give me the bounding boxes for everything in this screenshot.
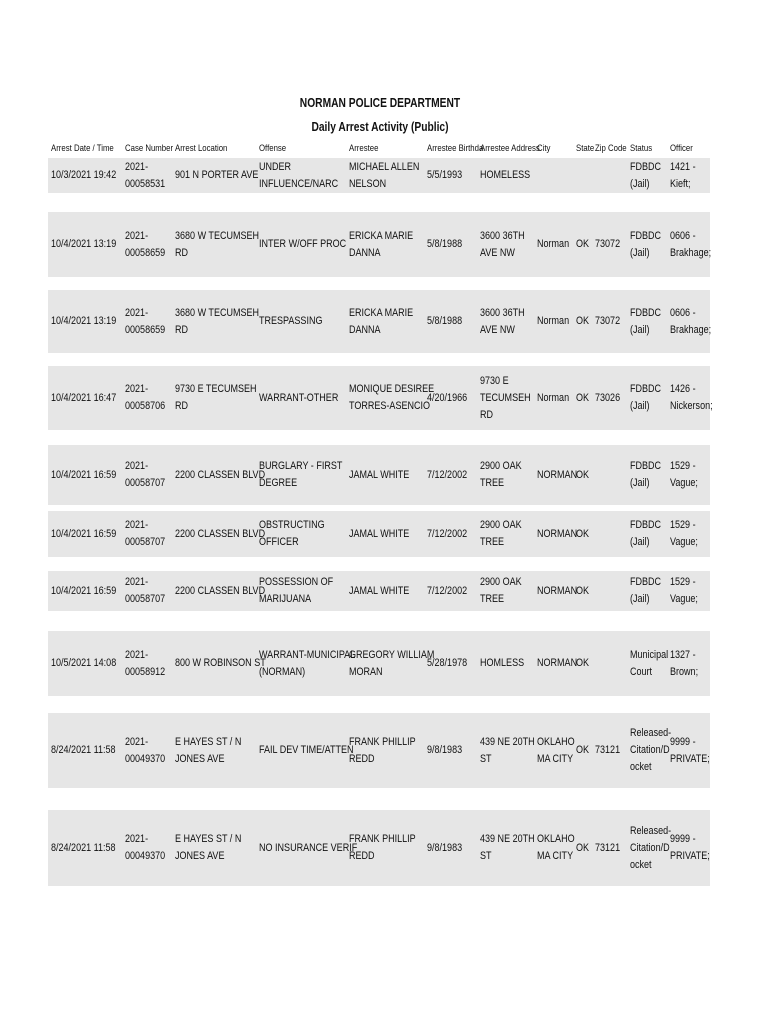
cell-arrestee-birthdate: 5/8/1988 [427, 315, 463, 327]
cell-offense: NO INSURANCE VERIF [259, 841, 358, 854]
cell-officer: 1327 - Brown; [670, 648, 699, 678]
cell-arrest-location: 2200 CLASSEN BLVD [175, 527, 266, 540]
cell-arrestee-address: 2900 OAK TREE [480, 460, 522, 489]
header-arrestee-birthdate: Arrestee Birthda [427, 143, 484, 154]
cell-zip-code: 73072 [595, 315, 621, 327]
cell-city: NORMAN [537, 527, 578, 540]
cell-state: OK [576, 744, 590, 756]
cell-state: OK [576, 391, 590, 404]
cell-arrestee: ERICKA MARIE DANNA [349, 229, 414, 259]
header-zip-code: Zip Code [595, 143, 627, 154]
cell-arrestee-address: HOMELESS [480, 169, 531, 181]
cell-officer: 0606 - Brakhage; [670, 306, 712, 336]
header-arrestee-address: Arrestee Address [480, 143, 540, 154]
cell-offense: OBSTRUCTING OFFICER [259, 519, 325, 548]
cell-arrestee-birthdate: 7/12/2002 [427, 527, 468, 540]
cell-city: OKLAHO MA CITY [537, 833, 575, 862]
cell-arrestee-birthdate: 9/8/1983 [427, 841, 463, 854]
cell-status: FDBDC (Jail) [630, 460, 662, 489]
cell-case-number: 2021- 00058659 [125, 229, 166, 259]
cell-arrestee-birthdate: 7/12/2002 [427, 584, 468, 597]
cell-status: FDBDC (Jail) [630, 306, 662, 336]
cell-offense: BURGLARY - FIRST DEGREE [259, 460, 343, 489]
cell-arrest-location: 800 W ROBINSON ST [175, 657, 266, 669]
cell-status: FDBDC (Jail) [630, 519, 662, 548]
cell-arrestee: FRANK PHILLIP REDD [349, 735, 416, 765]
cell-offense: POSSESSION OF MARIJUANA [259, 576, 334, 605]
cell-arrest-location: E HAYES ST / N JONES AVE [175, 833, 242, 862]
cell-arrest-location: 901 N PORTER AVE [175, 169, 259, 181]
cell-arrest-date: 10/4/2021 13:19 [51, 238, 117, 250]
cell-arrestee: MICHAEL ALLEN NELSON [349, 160, 420, 190]
cell-officer: 1529 - Vague; [670, 519, 698, 548]
header-city: City [537, 143, 551, 154]
cell-arrestee-birthdate: 9/8/1983 [427, 744, 463, 756]
cell-arrest-date: 10/5/2021 14:08 [51, 657, 117, 669]
cell-arrestee-birthdate: 5/28/1978 [427, 657, 468, 669]
cell-arrestee-address: 3600 36TH AVE NW [480, 229, 525, 259]
cell-arrestee-address: 2900 OAK TREE [480, 576, 522, 605]
cell-case-number: 2021- 00058707 [125, 460, 166, 489]
cell-arrestee-birthdate: 4/20/1966 [427, 391, 468, 404]
cell-offense: UNDER INFLUENCE/NARC [259, 160, 339, 190]
cell-offense: TRESPASSING [259, 315, 323, 327]
cell-offense: WARRANT-OTHER [259, 391, 339, 404]
cell-arrestee-address: 3600 36TH AVE NW [480, 306, 525, 336]
cell-status: Released- Citation/D ocket [630, 727, 672, 773]
cell-zip-code: 73121 [595, 841, 621, 854]
cell-arrestee-address: 439 NE 20TH ST [480, 833, 535, 862]
cell-arrestee: JAMAL WHITE [349, 527, 410, 540]
cell-officer: 1529 - Vague; [670, 576, 698, 605]
cell-officer: 9999 - PRIVATE; [670, 735, 710, 765]
cell-arrest-location: E HAYES ST / N JONES AVE [175, 735, 242, 765]
cell-city: NORMAN [537, 657, 578, 669]
cell-city: OKLAHO MA CITY [537, 735, 575, 765]
header-case-number: Case Number [125, 143, 174, 154]
cell-arrestee: JAMAL WHITE [349, 468, 410, 481]
cell-arrestee-address: HOMLESS [480, 657, 525, 669]
cell-arrest-date: 10/4/2021 16:59 [51, 584, 117, 597]
cell-arrestee-address: 9730 E TECUMSEH RD [480, 374, 531, 421]
cell-arrest-date: 8/24/2021 11:58 [51, 744, 116, 756]
cell-officer: 0606 - Brakhage; [670, 229, 712, 259]
cell-officer: 1529 - Vague; [670, 460, 698, 489]
cell-officer: 1426 - Nickerson; [670, 383, 713, 412]
cell-arrestee: JAMAL WHITE [349, 584, 410, 597]
cell-arrestee: ERICKA MARIE DANNA [349, 306, 414, 336]
header-arrestee: Arrestee [349, 143, 379, 154]
cell-zip-code: 73072 [595, 238, 621, 250]
cell-state: OK [576, 657, 590, 669]
cell-arrestee: FRANK PHILLIP REDD [349, 833, 416, 862]
cell-case-number: 2021- 00058659 [125, 306, 166, 336]
cell-arrest-location: 2200 CLASSEN BLVD [175, 468, 266, 481]
cell-city: Norman [537, 391, 570, 404]
cell-offense: FAIL DEV TIME/ATTEN [259, 744, 354, 756]
cell-status: FDBDC (Jail) [630, 383, 662, 412]
cell-status: Released- Citation/D ocket [630, 824, 672, 871]
cell-state: OK [576, 841, 590, 854]
cell-case-number: 2021- 00058531 [125, 160, 166, 190]
cell-status: Municipal Court [630, 648, 669, 678]
cell-arrest-location: 3680 W TECUMSEH RD [175, 306, 260, 336]
cell-arrest-date: 10/4/2021 16:59 [51, 527, 117, 540]
header-arrest-location: Arrest Location [175, 143, 228, 154]
cell-city: NORMAN [537, 468, 578, 481]
cell-case-number: 2021- 00049370 [125, 735, 166, 765]
cell-arrestee: MONIQUE DESIREE TORRES-ASENCIO [349, 383, 435, 412]
cell-status: FDBDC (Jail) [630, 576, 662, 605]
page-title: NORMAN POLICE DEPARTMENT [299, 96, 461, 110]
cell-state: OK [576, 315, 590, 327]
cell-arrest-date: 10/4/2021 13:19 [51, 315, 117, 327]
cell-offense: INTER W/OFF PROC [259, 238, 347, 250]
cell-arrest-location: 3680 W TECUMSEH RD [175, 229, 260, 259]
cell-case-number: 2021- 00049370 [125, 833, 166, 862]
cell-zip-code: 73026 [595, 391, 621, 404]
cell-arrestee: GREGORY WILLIAM MORAN [349, 648, 435, 678]
cell-state: OK [576, 238, 590, 250]
cell-arrest-location: 9730 E TECUMSEH RD [175, 383, 257, 412]
cell-city: Norman [537, 315, 570, 327]
cell-offense: WARRANT-MUNICIPAL (NORMAN) [259, 648, 356, 678]
cell-status: FDBDC (Jail) [630, 160, 662, 190]
cell-state: OK [576, 584, 590, 597]
cell-case-number: 2021- 00058707 [125, 576, 166, 605]
page-subtitle: Daily Arrest Activity (Public) [311, 120, 449, 134]
cell-case-number: 2021- 00058707 [125, 519, 166, 548]
cell-city: NORMAN [537, 584, 578, 597]
cell-arrest-date: 10/3/2021 19:42 [51, 169, 117, 181]
header-state: State [576, 143, 595, 154]
cell-city: Norman [537, 238, 570, 250]
cell-officer: 9999 - PRIVATE; [670, 833, 710, 862]
cell-case-number: 2021- 00058912 [125, 648, 166, 678]
header-status: Status [630, 143, 653, 154]
header-officer: Officer [670, 143, 693, 154]
cell-status: FDBDC (Jail) [630, 229, 662, 259]
cell-arrest-date: 10/4/2021 16:47 [51, 391, 117, 404]
cell-arrestee-birthdate: 5/8/1988 [427, 238, 463, 250]
cell-arrestee-address: 2900 OAK TREE [480, 519, 522, 548]
cell-arrest-location: 2200 CLASSEN BLVD [175, 584, 266, 597]
cell-arrestee-birthdate: 7/12/2002 [427, 468, 468, 481]
cell-zip-code: 73121 [595, 744, 621, 756]
header-offense: Offense [259, 143, 287, 154]
cell-arrest-date: 8/24/2021 11:58 [51, 841, 116, 854]
cell-officer: 1421 - Kieft; [670, 160, 696, 190]
cell-state: OK [576, 468, 590, 481]
cell-arrestee-birthdate: 5/5/1993 [427, 169, 463, 181]
cell-state: OK [576, 527, 590, 540]
cell-arrest-date: 10/4/2021 16:59 [51, 468, 117, 481]
cell-case-number: 2021- 00058706 [125, 383, 166, 412]
header-arrest-date: Arrest Date / Time [51, 143, 114, 154]
cell-arrestee-address: 439 NE 20TH ST [480, 735, 535, 765]
